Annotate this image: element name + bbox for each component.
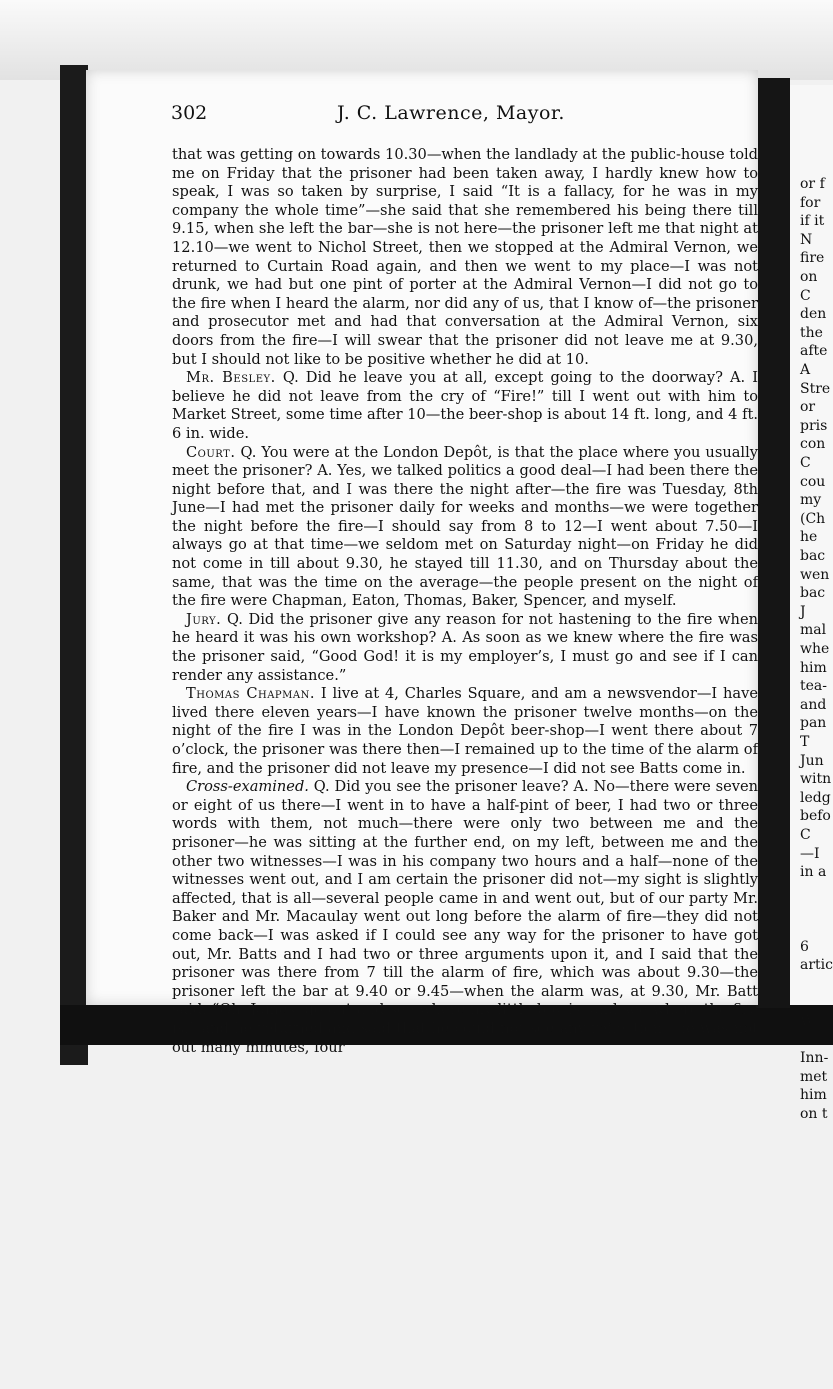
right-page-fragment: A: [800, 362, 811, 378]
paragraph: [172, 369, 758, 443]
right-page-fragment: my: [800, 492, 822, 509]
page-number: 302: [171, 102, 208, 124]
paragraph: [172, 778, 758, 1057]
right-page-fragment: on: [800, 269, 818, 285]
right-page-fragment: bac: [800, 585, 826, 602]
right-page-fragment: pris: [800, 417, 828, 434]
page-header: [171, 102, 731, 126]
right-page-fragment: ledg: [800, 789, 831, 806]
paragraph-text: I live at 4, Charles Square, and am a newsvendor—I have lived there eleven years—I have known the prisoner twelve months—on the night of the fire I was in the London Depôt beer-shop—I went there about 7 o’clock, the prisoner was there then—I remained up to the time of the alarm of fire, and the prisoner did not leave my presence—I did not see Batts come in.: [172, 685, 759, 777]
paragraph-text: Q. Did the prisoner give any reason for not hastening to the fire when he heard it was his own workshop? A. As soon as we knew where the fire was the prisoner said, “Good God! it is my employer’s, I must go and see if I can render any assistance.”: [172, 610, 758, 684]
paragraph: [172, 611, 758, 685]
right-page-fragment: him: [800, 1087, 827, 1104]
paragraph: [172, 685, 758, 778]
paragraph: [172, 146, 758, 369]
right-page-fragment: cou: [800, 473, 826, 490]
right-page-fragment: for: [800, 194, 821, 211]
speaker-label: Thomas Chapman.: [186, 685, 316, 703]
right-page-fragment: mal: [800, 622, 827, 639]
speaker-label: Court.: [186, 443, 236, 461]
right-page-fragment: afte: [800, 343, 828, 360]
right-page-fragment: him: [800, 659, 827, 676]
right-page-fragment: J: [800, 603, 806, 620]
right-page-fragment: —I: [800, 1031, 820, 1048]
right-page-fragment: if it: [800, 213, 825, 230]
paragraph-text: that was getting on towards 10.30—when the landlady at the public-house told me on Friday that the prisoner had been taken away, I hardly knew how to speak, I was so taken by surprise, I said “It is a fallacy, for he was in my company the whole time”—she said that she remembered his being there till 9.15, when she left the bar—she is not here—the prisoner left me that night at 12.10—we went to Nichol Street, then we stopped at the Admiral Vernon, we returned to Curtain Road again, and then we went to my place—I was not drunk, we had but one pint of porter at the Admiral Vernon—I did not go to the fire when I heard the alarm, nor did any of us, that I know of—the prisoner and prosecutor met and had that conversation at the Admiral Vernon, six doors from the fire—I will swear that the prisoner did not leave me at 9.30, but I should not like to be positive whether he did at 10.: [172, 146, 758, 368]
right-page-fragment: the: [800, 324, 823, 341]
paragraph-text: Q. Did he leave you at all, except going to the doorway? A. I believe he did not leave from the cry of “Fire!” till I went out with him to Market Street, some time after 10—the beer-shop is about 14 ft. long, and 4 ft. 6 in. wide.: [172, 369, 758, 442]
right-page-fragment: N: [800, 231, 813, 248]
right-page-fragment: in a: [800, 864, 827, 881]
speaker-label: Mr. Besley.: [186, 369, 276, 387]
paragraph-text: Q. You were at the London Depôt, is that the place where you usually meet the prisoner? A. Yes, we talked politics a good deal—I had been there the night before that, and I was there the night after—the fire was Tuesday, 8th June—I had met the prisoner daily for weeks and months—we were together the night before the fire—I should say from 8 to 12—I went about 7.50—I always go at that time—we seldom met on Saturday night—on Friday he did not come in till about 9.30, he stayed till 11.30, and on Thursday about the same, that was the time on the average—the people present on the night of the fire were Chapman, Eaton, Thomas, Baker, Spencer, and myself.: [172, 443, 758, 610]
right-page-fragment: C: [800, 827, 811, 843]
right-page-fragment: met: [800, 1068, 828, 1085]
right-page-fragment: C: [800, 455, 811, 471]
right-page-edge: [790, 85, 833, 1122]
speaker-label: Cross-examined.: [186, 778, 309, 796]
right-page-fragment: bac: [800, 548, 826, 564]
right-page-fragment: or: [800, 399, 816, 416]
right-page-fragment: whe: [800, 641, 830, 657]
right-page-fragment: pan: [800, 715, 827, 732]
right-page-fragment: befo: [800, 808, 831, 825]
left-page: [86, 70, 759, 1056]
scan-background-top: [0, 0, 833, 80]
right-page-fragment: fire: [800, 250, 825, 267]
right-page-fragment: he: [800, 529, 818, 546]
right-page-fragment: artic: [800, 957, 833, 974]
right-page-fragment: W: [800, 1013, 815, 1029]
right-page-fragment: or f: [800, 176, 825, 192]
right-page-fragment: (Ch: [800, 510, 826, 527]
right-page-fragment: witn: [800, 771, 832, 788]
right-page-fragment: on t: [800, 1106, 828, 1122]
paragraph: [172, 444, 758, 611]
right-page-fragment: T: [800, 734, 810, 750]
right-page-fragment: 6: [800, 938, 809, 955]
right-page-fragment: Jun: [800, 752, 824, 769]
body-text: [172, 146, 758, 1057]
right-page-fragment: C: [800, 287, 811, 304]
right-page-fragment: den: [800, 306, 827, 323]
right-page-fragment: —I: [800, 845, 820, 862]
right-page-fragment: tea-: [800, 678, 827, 695]
right-page-fragment: con: [800, 436, 826, 453]
book-spine-shadow: [60, 65, 88, 1065]
right-page-fragment: Stre: [800, 380, 831, 397]
right-page-fragment: and: [800, 696, 827, 713]
right-page-fragment: wen: [800, 566, 830, 583]
right-page-fragment: Inn-: [800, 1050, 829, 1067]
speaker-label: Jury.: [186, 610, 222, 628]
paragraph-text: Q. Did you see the prisoner leave? A. No—there were seven or eight of us there—I went in to have a half-pint of beer, I had two or three words with them, not much—there were only two between me and the prisoner—he was sitting at the further end, on my left, between me and the other two witnesses—I was in his company two hours and a half—none of the witnesses went out, and I am certain the prisoner did not—my sight is slightly affected, that is all—several people came in and went out, but of our party Mr. Baker and Mr. Macaulay went out long before the alarm of fire—they did not come back—I was asked if I could see any way for the prisoner to have got out, Mr. Batts and I had two or three arguments upon it, and I said that the prisoner was there from 7 till the alarm of fire, which was about 9.30—the prisoner left the bar at 9.40 or 9.45—when the alarm was, at 9.30, Mr. Batt said, “Oh, James, go out and see where my little boy is, and see where the fire is,” and he returned and said that he could not see any reflection—he was not out many minutes, four: [172, 778, 758, 1056]
running-head: J. C. Lawrence, Mayor.: [337, 102, 565, 124]
book-gutter: [756, 78, 790, 1008]
